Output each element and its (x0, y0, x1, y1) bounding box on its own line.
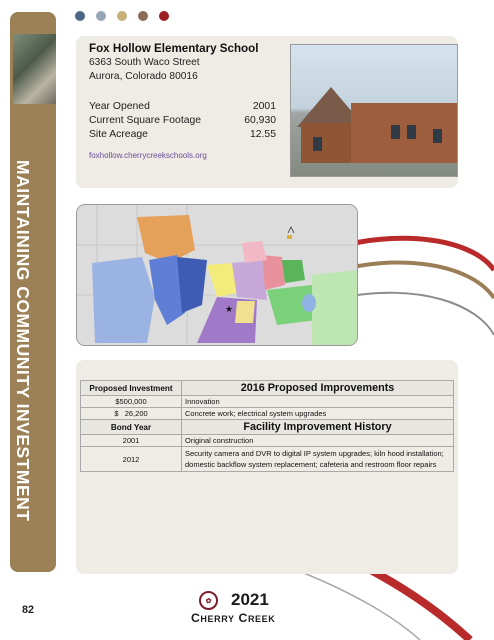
sidebar-title: MAINTAINING COMMUNITY INVESTMENT (13, 160, 33, 522)
school-city: Aurora, Colorado 80016 (89, 71, 198, 82)
cherry-creek-seal-icon: ✿ (199, 591, 218, 610)
stat-label-site-acreage: Site Acreage (89, 129, 148, 140)
table-row (81, 447, 454, 472)
history-year: 2001 (81, 435, 182, 447)
proposed-amount: $ 26,200 (81, 408, 182, 420)
history-description: Original construction (182, 435, 454, 447)
table-row (81, 408, 454, 420)
photo-window (313, 137, 322, 151)
stat-value-year-opened: 2001 (252, 101, 276, 112)
proposed-amount: $500,000 (81, 396, 182, 408)
stat-value-site-acreage: 12.55 (249, 129, 276, 140)
school-street: 6363 South Waco Street (89, 57, 200, 68)
logo-name: Cherry Creek (191, 611, 276, 625)
proposed-description: Innovation (182, 396, 454, 408)
logo-year: 2021 (231, 590, 269, 609)
school-building-photo (290, 44, 458, 177)
table-header-row (81, 381, 454, 396)
history-description: Security camera and DVR to digital IP system upgrades; kiln hood installation; domestic backflow system replacement; cafeteria and restroom floor repairs (182, 447, 454, 472)
proposed-improvements-title: 2016 Proposed Improvements (182, 381, 454, 396)
table-row (81, 396, 454, 408)
sidebar-photo (13, 34, 56, 104)
page-number: 82 (22, 604, 35, 616)
table-header-row (81, 420, 454, 435)
proposed-description: Concrete work; electrical system upgrades (182, 408, 454, 420)
svg-text:★: ★ (225, 304, 234, 314)
school-name: Fox Hollow Elementary School (89, 42, 259, 55)
stat-value-square-footage: 60,930 (244, 115, 276, 126)
district-map (76, 204, 358, 346)
photo-window (433, 129, 442, 143)
district-map-graphic (77, 205, 357, 345)
bond-year-header: Bond Year (81, 420, 182, 435)
photo-window (391, 125, 400, 139)
table-row (81, 435, 454, 447)
school-website-link[interactable]: foxhollow.cherrycreekschools.org (89, 151, 207, 160)
stat-label-year-opened: Year Opened (89, 101, 150, 112)
facility-history-title: Facility Improvement History (182, 420, 454, 435)
stat-label-square-footage: Current Square Footage (89, 115, 202, 126)
proposed-investment-header: Proposed Investment (81, 381, 182, 396)
improvements-table (80, 380, 454, 472)
photo-window (407, 125, 416, 139)
history-year: 2012 (81, 447, 182, 472)
